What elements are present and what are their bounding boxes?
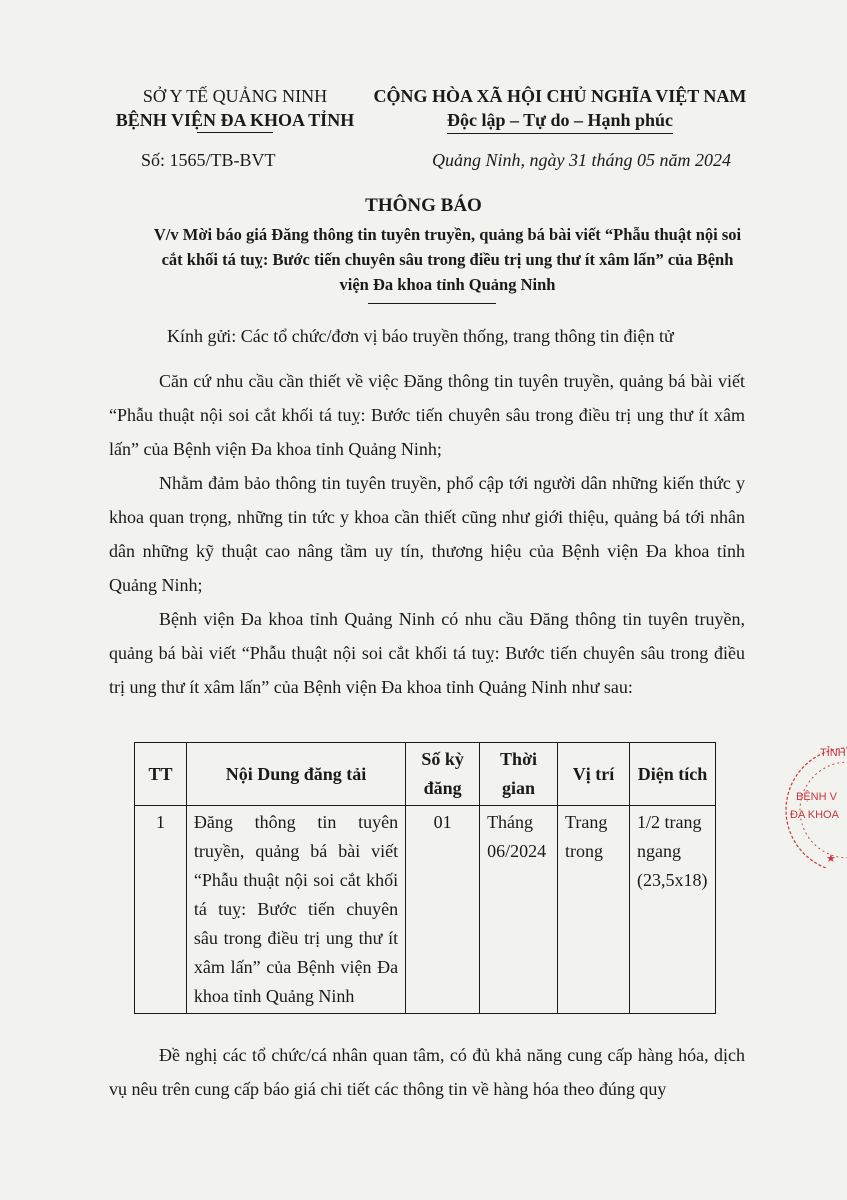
cell-tt: 1: [135, 806, 187, 1014]
stamp-star-icon: ★: [826, 853, 836, 865]
header-tt: TT: [135, 743, 187, 806]
header-area: Diện tích: [629, 743, 715, 806]
document-number: Số: 1565/TB-BVT: [141, 150, 276, 170]
stamp-text-top: TỈNH: [820, 747, 846, 759]
header-position: Vị trí: [558, 743, 630, 806]
cell-time: Tháng 06/2024: [480, 806, 558, 1014]
agency-name: BỆNH VIỆN ĐA KHOA TỈNH: [115, 110, 355, 130]
agency-header: [100, 84, 370, 133]
agency-parent: SỞ Y TẾ QUẢNG NINH: [142, 86, 328, 106]
official-stamp: [768, 738, 847, 868]
recipient-line: Kính gửi: Các tổ chức/đơn vị báo truyền thống, trang thông tin điện tử: [167, 326, 674, 346]
paragraph-request: Bệnh viện Đa khoa tỉnh Quảng Ninh có nhu cầu Đăng thông tin tuyên truyền, quảng bá bài viết “Phẫu thuật nội soi cắt khối tá tuỵ: Bước tiến chuyên sâu trong điều trị ung thư ít xâm lấn” của Bệnh viện Đa khoa tỉnh Quảng Ninh như sau:: [109, 609, 745, 697]
header-issues: Số kỳ đăng: [406, 743, 480, 806]
title-divider: [368, 303, 496, 304]
stamp-text-bottom: ĐA KHOA: [790, 809, 839, 821]
document-subject: V/v Mời báo giá Đăng thông tin tuyên truyền, quảng bá bài viết “Phẫu thuật nội soi cắt khối tá tuỵ: Bước tiến chuyên sâu trong điều trị ung thư ít xâm lấn” của Bệnh viện Đa khoa tỉnh Quảng Ninh: [153, 225, 742, 294]
cell-issues: 01: [406, 806, 480, 1014]
posting-table: [134, 742, 716, 1014]
national-motto: Độc lập – Tự do – Hạnh phúc: [447, 108, 673, 134]
document-title: THÔNG BÁO: [365, 195, 482, 216]
cell-position: Trang trong: [558, 806, 630, 1014]
place-date: Quảng Ninh, ngày 31 tháng 05 năm 2024: [432, 150, 731, 170]
paragraph-closing: Đề nghị các tổ chức/cá nhân quan tâm, có đủ khả năng cung cấp hàng hóa, dịch vụ nêu trên cung cấp báo giá chi tiết các thông tin về hàng hóa theo đúng quy: [109, 1045, 745, 1099]
paragraph-purpose: Nhằm đảm bảo thông tin tuyên truyền, phổ cập tới người dân những kiến thức y khoa quan trọng, những tin tức y khoa cần thiết cũng như giới thiệu, quảng bá tới nhân dân những kỹ thuật cao nâng tầm uy tín, thương hiệu của Bệnh viện Đa khoa tỉnh Quảng Ninh;: [109, 473, 745, 595]
table-row: [135, 806, 716, 1014]
cell-content: Đăng thông tin tuyên truyền, quảng bá bài viết “Phẫu thuật nội soi cắt khối tá tuỵ: Bước tiến chuyên sâu trong điều trị ung thư ít xâm lấn” của Bệnh viện Đa khoa tỉnh Quảng Ninh: [186, 806, 405, 1014]
paragraph-basis: Căn cứ nhu cầu cần thiết về việc Đăng thông tin tuyên truyền, quảng bá bài viết “Phẫu thuật nội soi cắt khối tá tuỵ: Bước tiến chuyên sâu trong điều trị ung thư ít xâm lấn” của Bệnh viện Đa khoa tỉnh Quảng Ninh;: [109, 371, 745, 459]
header-content: Nội Dung đăng tải: [186, 743, 405, 806]
cell-area: 1/2 trang ngang (23,5x18): [629, 806, 715, 1014]
agency-underline: [197, 132, 273, 133]
national-title: CỘNG HÒA XÃ HỘI CHỦ NGHĨA VIỆT NAM: [373, 86, 747, 106]
stamp-text-middle: BỆNH V: [796, 791, 837, 803]
header-time: Thời gian: [480, 743, 558, 806]
national-header: [355, 84, 765, 134]
table-header-row: [135, 743, 716, 806]
stamp-outer-ring: [786, 748, 847, 868]
